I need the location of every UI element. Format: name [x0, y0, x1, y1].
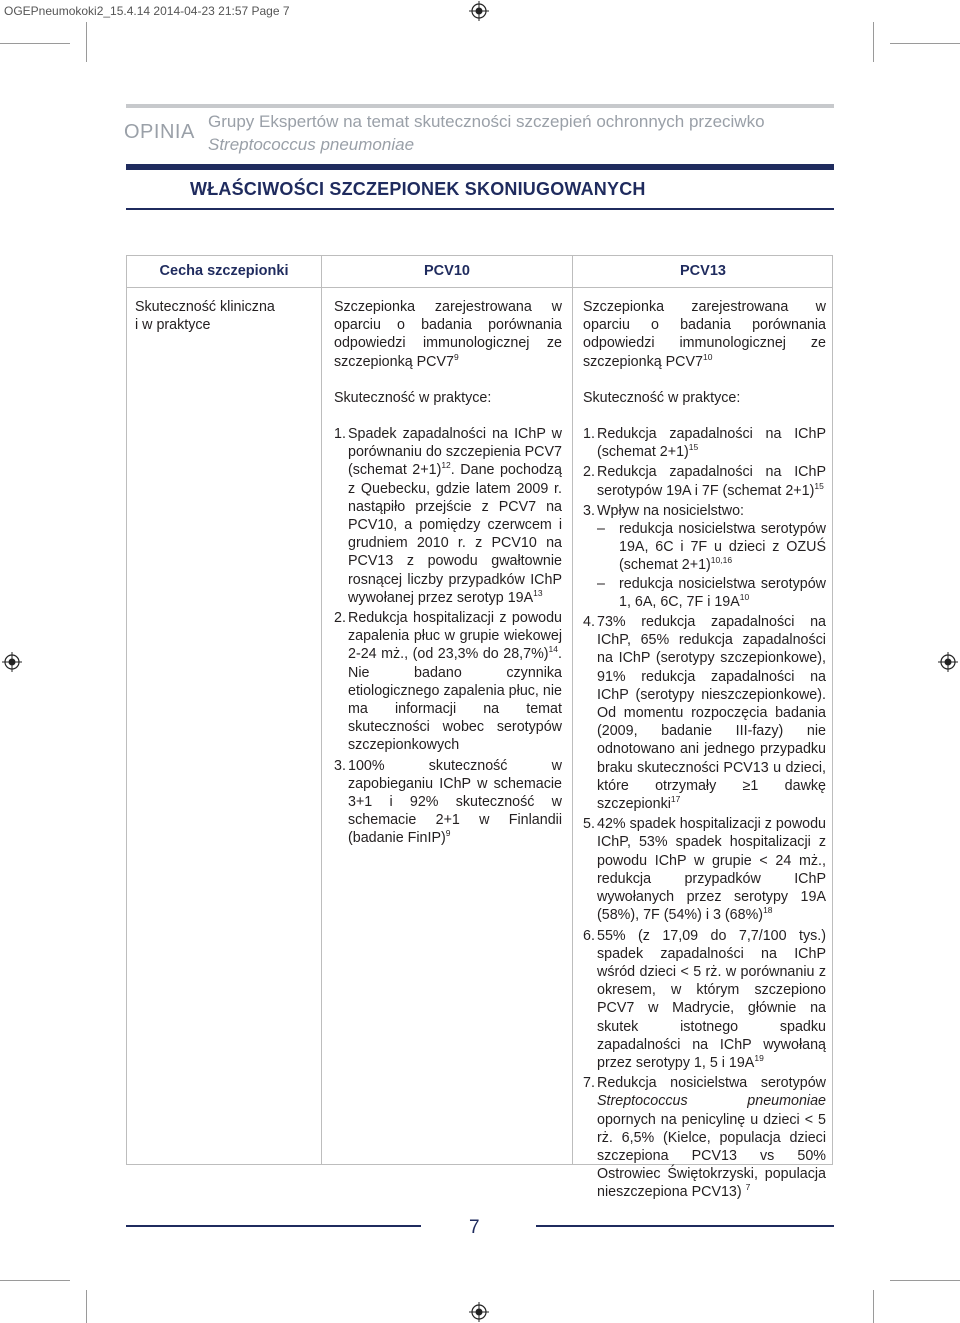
footer-rule-left	[126, 1225, 421, 1227]
row-label-line: Skuteczność kliniczna	[135, 299, 275, 315]
pcv10-cell	[334, 298, 562, 850]
crop-mark-top-left-v	[86, 22, 87, 62]
footer-rule-right	[536, 1225, 834, 1227]
list-item: 7. Redukcja nosicielstwa serotypów Streptococcus pneumoniae opornych na penicylinę u dzieci < 5 rż. 6,5% (Kielce, populacja dzieci szczepiona PCV13 vs 50% Ostrowiec Świętokrzyski, populacja nieszczepiona PCV13) $^7$	[583, 1075, 826, 1201]
page-title: WŁAŚCIWOŚCI SZCZEPIONEK SKONIUGOWANYCH	[190, 179, 646, 199]
pcv10-intro: Szczepionka zarejestrowana w oparciu o badania porównania odpowiedzi immunologicznej ze szczepionką $PCV7^9$	[334, 299, 562, 370]
sub-item: – redukcja nosicielstwa serotypów 19A, 6C i 7F u dzieci z OZUŚ (schemat 2+1)$^{10,16}$	[597, 521, 826, 574]
header-cell-pcv13: PCV13	[680, 263, 726, 279]
crop-mark-top-left	[0, 43, 70, 44]
list-item: 1. Redukcja zapadalności na IChP (schemat 2+1)$^{15}$	[583, 426, 826, 461]
registration-mark-icon	[469, 1302, 489, 1322]
header-line-2: Streptococcus pneumoniae	[208, 135, 415, 154]
pcv10-practice-heading: Skuteczność w praktyce:	[334, 389, 492, 406]
list-item: 5. 42% spadek hospitalizacji z powodu IChP, 53% spadek hospitalizacji z powodu IChP w grupie < 24 mż., redukcja przypadków IChP wywołanych przez serotypy 19A (58%), 7F (54%) i 3 $(68\%)^{18}$	[583, 816, 826, 924]
row-label-line: i w praktyce	[135, 317, 211, 334]
header-line-1: Grupy Ekspertów na temat skuteczności szczepień ochronnych przeciwko	[208, 112, 765, 131]
header-cell-feature: Cecha szczepionki	[159, 263, 289, 279]
comparison-table	[126, 255, 833, 1201]
header-row-divider	[127, 287, 832, 288]
list-item: 3. Wpływ na nosicielstwo: – redukcja nosicielstwa serotypów 19A, 6C i 7F u dzieci z OZUŚ (schemat 2+1)$^{10,16}$ – redukcja nosicielstwa serotypów 1, 6A, 6C, 7F i $19A^{10}$	[583, 502, 826, 610]
pcv13-intro: Szczepionka zarejestrowana w oparciu o badania porównania odpowiedzi immunologicznej ze szczepionką $PCV7^{10}$	[583, 299, 826, 370]
column-divider	[321, 256, 322, 1164]
registration-mark-icon	[2, 652, 22, 672]
crop-mark-bottom-left-v	[86, 1290, 87, 1323]
header-band	[126, 104, 834, 108]
header-cell-pcv10: PCV10	[424, 263, 470, 279]
header-rule	[126, 164, 834, 170]
sub-item: – redukcja nosicielstwa serotypów 1, 6A, 6C, 7F i $19A^{10}$	[597, 575, 826, 610]
registration-mark-icon	[469, 1, 489, 21]
title-rule	[126, 208, 834, 210]
page-number: 7	[469, 1217, 480, 1238]
row-label-cell	[135, 298, 315, 334]
list-item: 3. 100% skuteczność w zapobieganiu IChP w schemacie 3+1 i 92% skuteczność w schemacie 2+1 w Finlandii (badanie FinIP)$^9$	[334, 757, 562, 847]
pcv13-practice-heading: Skuteczność w praktyce:	[583, 389, 741, 406]
list-item: 4. 73% redukcja zapadalności na IChP, 65% redukcja zapadalności na IChP (serotypy szczepionkowe), 91% redukcja zapadalności na IChP (serotypy nieszczepionkowe). Od momentu rozpoczęcia badania (2009, badanie III-fazy) nie odnotowano ani jednego przypadku braku skuteczności PCV13 u dzieci, które otrzymały ≥1 dawkę szczepionki$^{17}$	[583, 614, 826, 813]
crop-mark-top-right-v	[873, 22, 874, 62]
list-item: 2. Redukcja zapadalności na IChP serotypów 19A i 7F (schemat 2+1)$^{15}$	[583, 464, 826, 499]
list-item: 1. Spadek zapadalności na IChP w porównaniu do szczepienia PCV7 (schemat 2+1)$^{12}$. Dane pochodzą z Quebecku, gdzie latem 2009 r. nastąpiło przejście z PCV7 na PCV10, a pomiędzy czerwcem i grudniem 2010 r. z PCV10 na PCV13 z powodu gwałtownie rosnącej liczby przypadków IChP wywołanej przez serotyp $19A^{13}$	[334, 426, 562, 606]
list-item: 6. 55% (z 17,09 do 7,7/100 tys.) spadek zapadalności na IChP wśród dzieci < 5 rż. w porównaniu z okresem, w którym szczepiono PCV7 w Madrycie, głównie na skutek istotnego spadku zapadalności na IChP wywołaną przez serotypy 1, 5 i $19A^{19}$	[583, 927, 826, 1071]
print-slug: OGEPneumokoki2_15.4.14 2014-04-23 21:57 Page 7	[4, 4, 290, 18]
crop-mark-bottom-right	[890, 1280, 960, 1281]
crop-mark-bottom-left	[0, 1280, 70, 1281]
pcv13-cell	[583, 298, 826, 1204]
list-item: 2. Redukcja hospitalizacji z powodu zapalenia płuc w grupie wiekowej 2-24 mż., (od 23,3% do 28,7%)$^{14}$. Nie badano czynnika etiologicznego zapalenia płuc, nie ma informacji na temat skuteczności wobec serotypów szczepionkowych	[334, 610, 562, 754]
crop-mark-top-right	[890, 43, 960, 44]
crop-mark-bottom-right-v	[873, 1290, 874, 1323]
registration-mark-icon	[938, 652, 958, 672]
section-label: OPINIA	[124, 121, 195, 143]
column-divider	[572, 256, 573, 1164]
